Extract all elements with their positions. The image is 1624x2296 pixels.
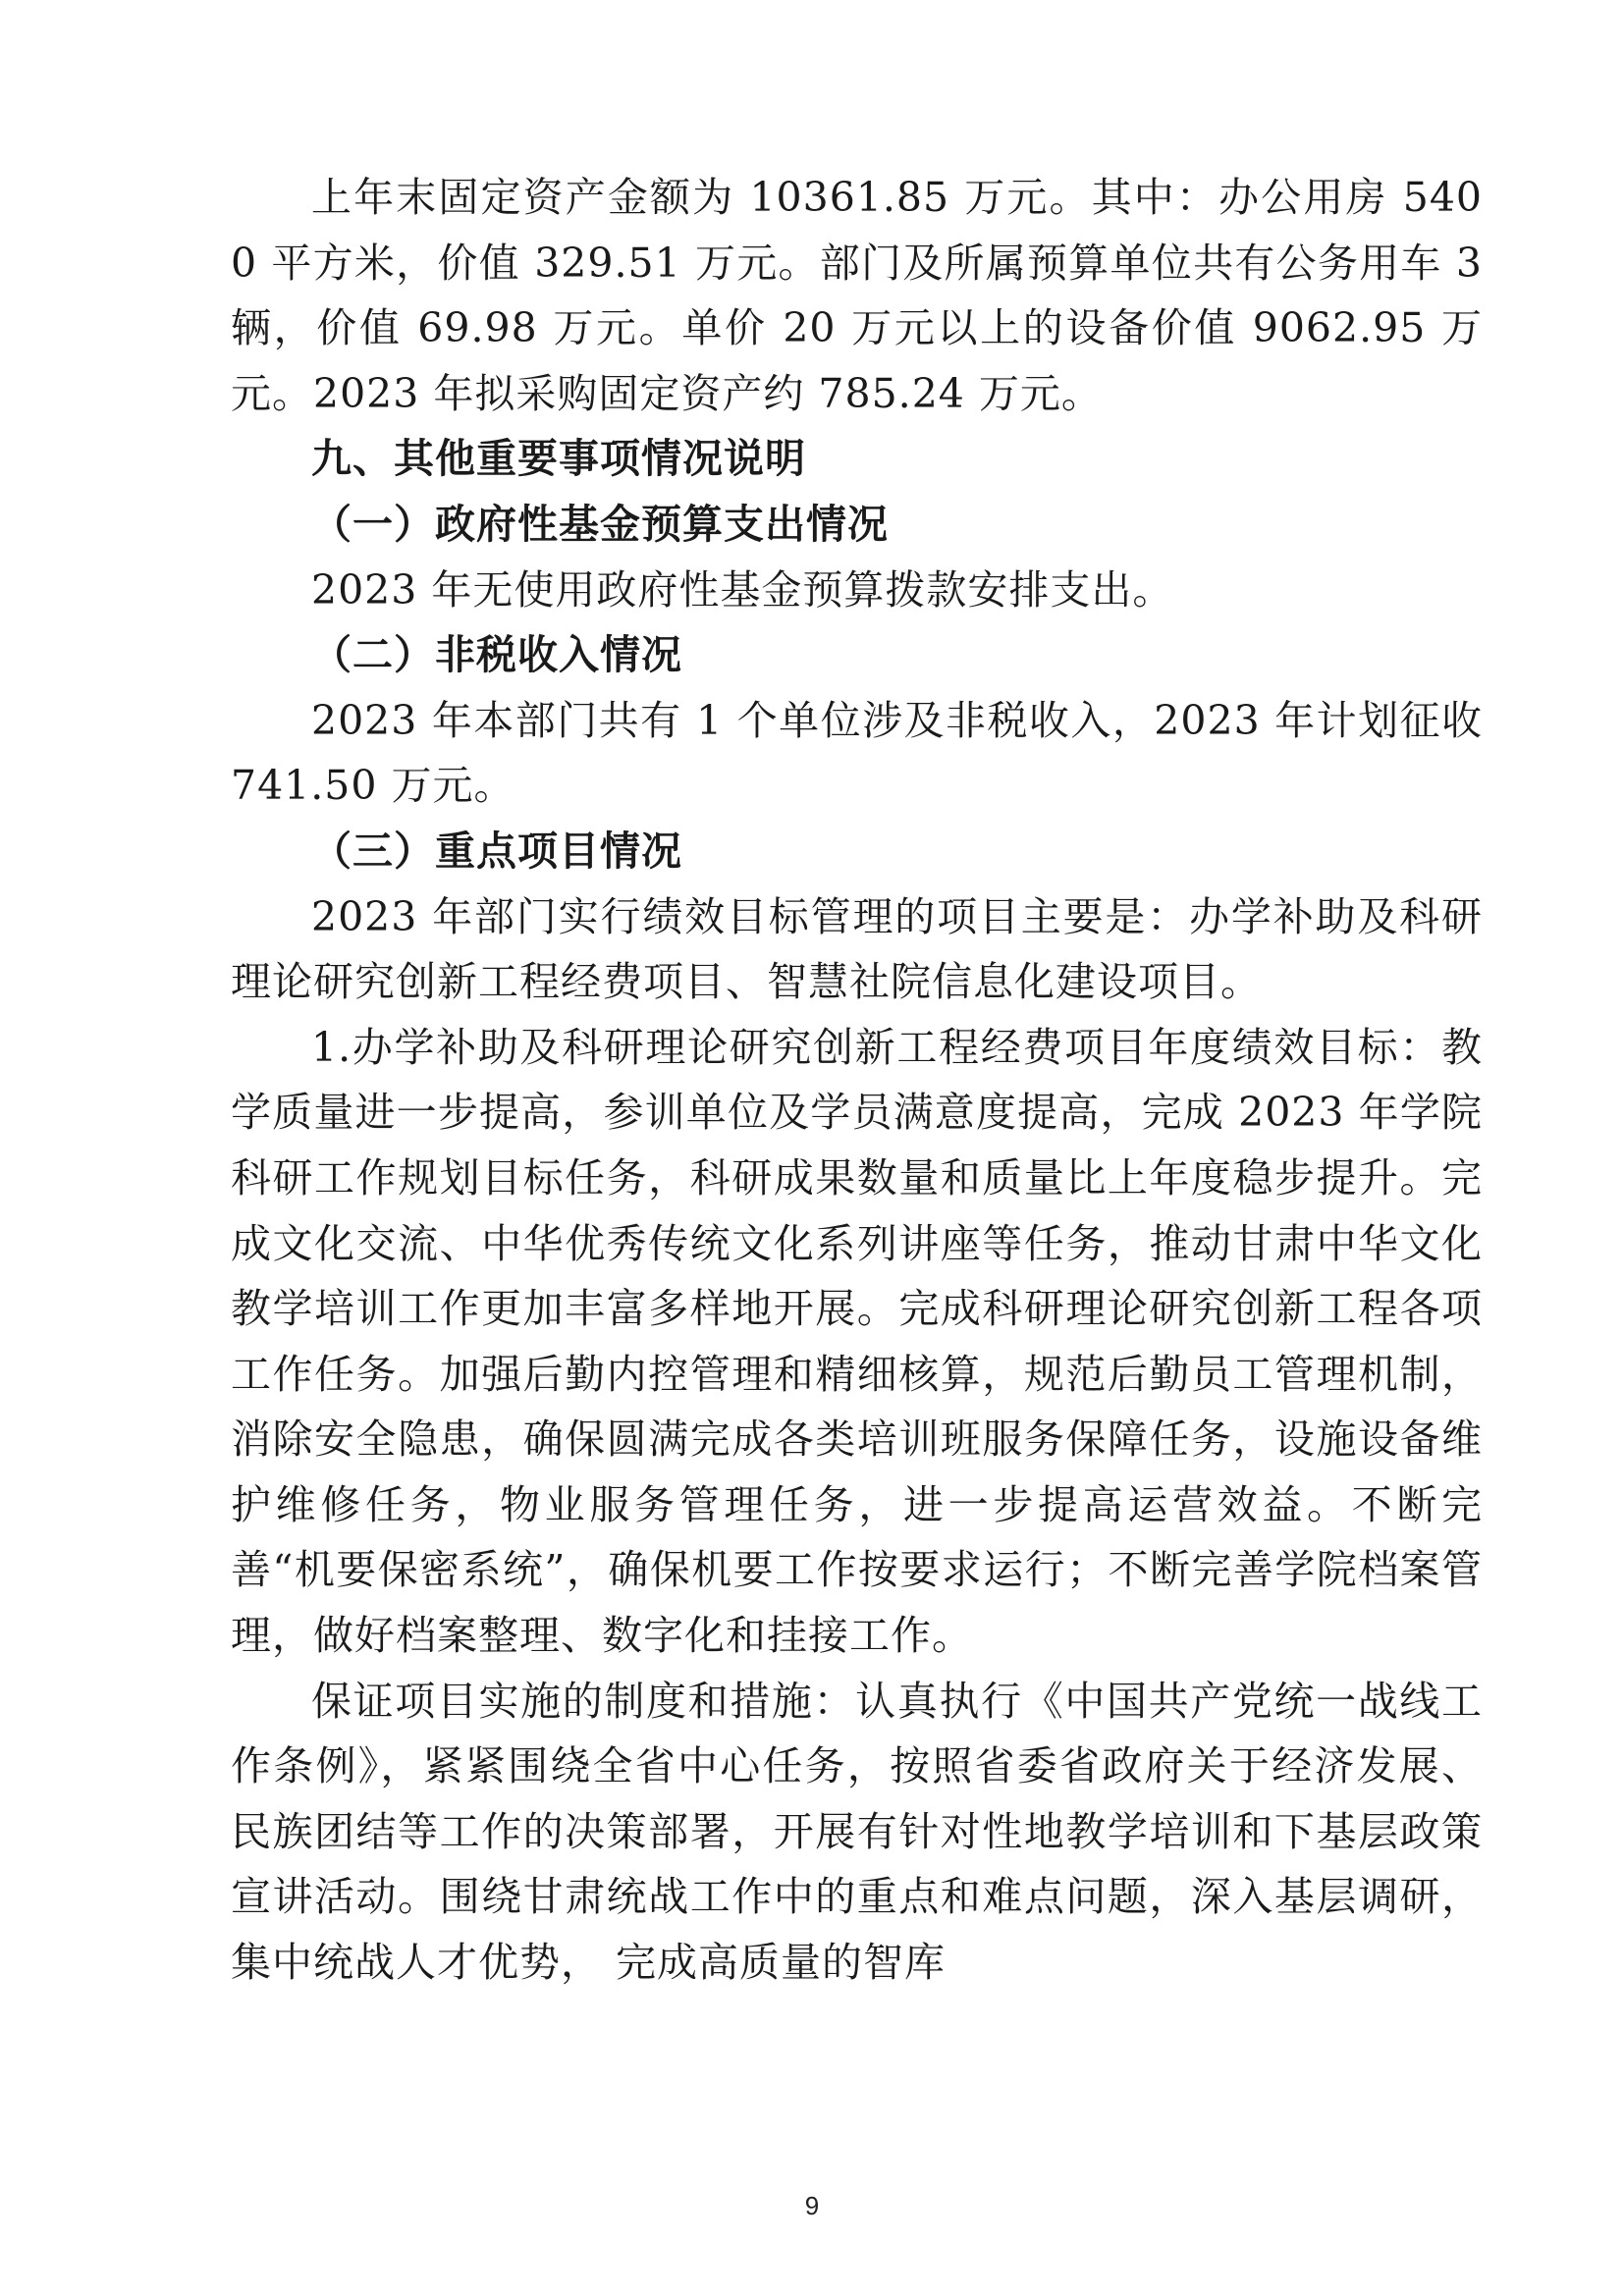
paragraph-non-tax-revenue: 2023 年本部门共有 1 个单位涉及非税收入，2023 年计划征收 741.50 万元。 [231,696,1483,810]
subheading-government-fund: （一）政府性基金预算支出情况 [311,500,889,548]
page-number: 9 [804,2191,820,2220]
paragraph-key-projects: 2023 年部门实行绩效目标管理的项目主要是：办学补助及科研理论研究创新工程经费项目、智慧社院信息化建设项目。 [231,892,1483,1006]
paragraph-implementation-measures: 保证项目实施的制度和措施：认真执行《中国共产党统一战线工作条例》，紧紧围绕全省中心任务，按照省委省政府关于经济发展、民族团结等工作的决策部署，开展有针对性地教学培训和下基层政策宣讲活动。围绕甘肃统战工作中的重点和难点问题，深入基层调研，集中统战人才优势， 完成高质量的智库 [231,1677,1483,1987]
subheading-key-projects: （三）重点项目情况 [311,827,682,875]
paragraph-fixed-assets: 上年末固定资产金额为 10361.85 万元。其中：办公用房 5400 平方米，价值 329.51 万元。部门及所属预算单位共有公务用车 3 辆，价值 69.98 万元。单价 20 万元以上的设备价值 9062.95 万元。2023 年拟采购固定资产约 785.24 万元。 [231,174,1483,417]
section-heading-9: 九、其他重要事项情况说明 [311,435,806,483]
document-body [231,165,1483,1996]
subheading-non-tax-revenue: （二）非税收入情况 [311,631,682,679]
paragraph-performance-goal: 1.办学补助及科研理论研究创新工程经费项目年度绩效目标：教学质量进一步提高，参训单位及学员满意度提高，完成 2023 年学院科研工作规划目标任务，科研成果数量和质量比上年度稳步提升。完成文化交流、中华优秀传统文化系列讲座等任务，推动甘肃中华文化教学培训工作更加丰富多样地开展。完成科研理论研究创新工程各项工作任务。加强后勤内控管理和精细核算，规范后勤员工管理机制，消除安全隐患，确保圆满完成各类培训班服务保障任务，设施设备维护维修任务，物业服务管理任务，进一步提高运营效益。不断完善“机要保密系统”，确保机要工作按要求运行；不断完善学院档案管理，做好档案整理、数字化和挂接工作。 [231,1023,1483,1660]
paragraph-government-fund: 2023 年无使用政府性基金预算拨款安排支出。 [311,565,1174,614]
